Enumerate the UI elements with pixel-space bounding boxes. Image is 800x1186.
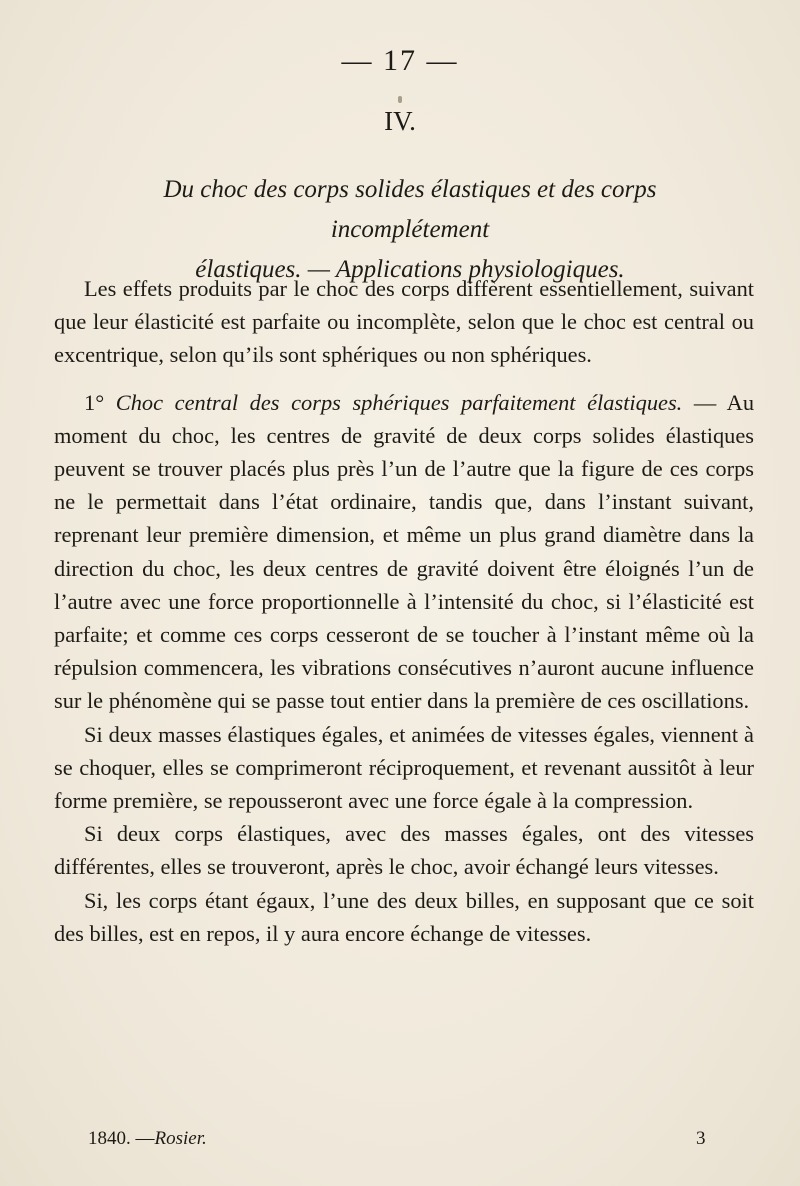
- signature-mark: 3: [696, 1128, 706, 1149]
- paragraph-1: Les effets produits par le choc des corps diffèrent essentiellement, suivant que leur élasticité est parfaite ou incomplète, selon que le choc est central ou excentrique, selon qu’ils sont sphériques ou non sphériques.: [54, 276, 754, 368]
- paragraph-4: Si deux corps élastiques, avec des masses égales, ont des vitesses différentes, elles se trouveront, après le choc, avoir échangé leurs vitesses.: [54, 821, 754, 880]
- section-numeral: IV.: [384, 106, 416, 136]
- title-line-1: Du choc des corps solides élastiques et des corps incomplétement: [163, 176, 657, 243]
- footer-imprint: [88, 1128, 207, 1150]
- title-line-2-part-1: élastiques. —: [195, 256, 336, 283]
- paragraph-3: Si deux masses élastiques égales, et animées de vitesses égales, viennent à se choquer, elles se comprimeront réciproquement, et revenant aussitôt à leur forme première, se repousseront avec une force égale à la compression.: [54, 721, 754, 814]
- page-number: — 17 —: [341, 44, 459, 77]
- paragraph-2-rest: — Au moment du choc, les centres de gravité de deux corps solides élastiques peuvent se trouver placés plus près l’un de l’autre que la figure de ces corps ne le permettait dans l’état ordinaire, tandis que, dans l’instant suivant, reprenant leur première dimension, et même un plus grand diamètre dans la direction du choc, les deux centres de gravité doivent être éloignés l’un de l’autre avec une force proportionnelle à l’intensité du choc, si l’élasticité est parfaite; et comme ces corps cesseront de se toucher à l’instant même où la répulsion commencera, les vibrations consécutives n’auront aucune influence sur le phénomène qui se passe tout entier dans la première de ces oscillations.: [54, 389, 755, 714]
- footer-year: 1840. —: [88, 1128, 155, 1149]
- paragraph-2-heading: Choc central des corps sphériques parfaitement élastiques.: [115, 389, 683, 415]
- paragraph-2-lead: 1°: [84, 389, 116, 415]
- footer-author: Rosier.: [154, 1128, 207, 1149]
- title-line-2-part-2: Applications physiologiques.: [335, 256, 625, 283]
- paragraph-5: Si, les corps étant égaux, l’une des deux billes, en supposant que ce soit des billes, est en repos, il y aura encore échange de vitesses.: [54, 887, 754, 946]
- body-text: [54, 272, 754, 950]
- paragraph-2: [54, 386, 754, 718]
- ink-speck: [398, 96, 402, 103]
